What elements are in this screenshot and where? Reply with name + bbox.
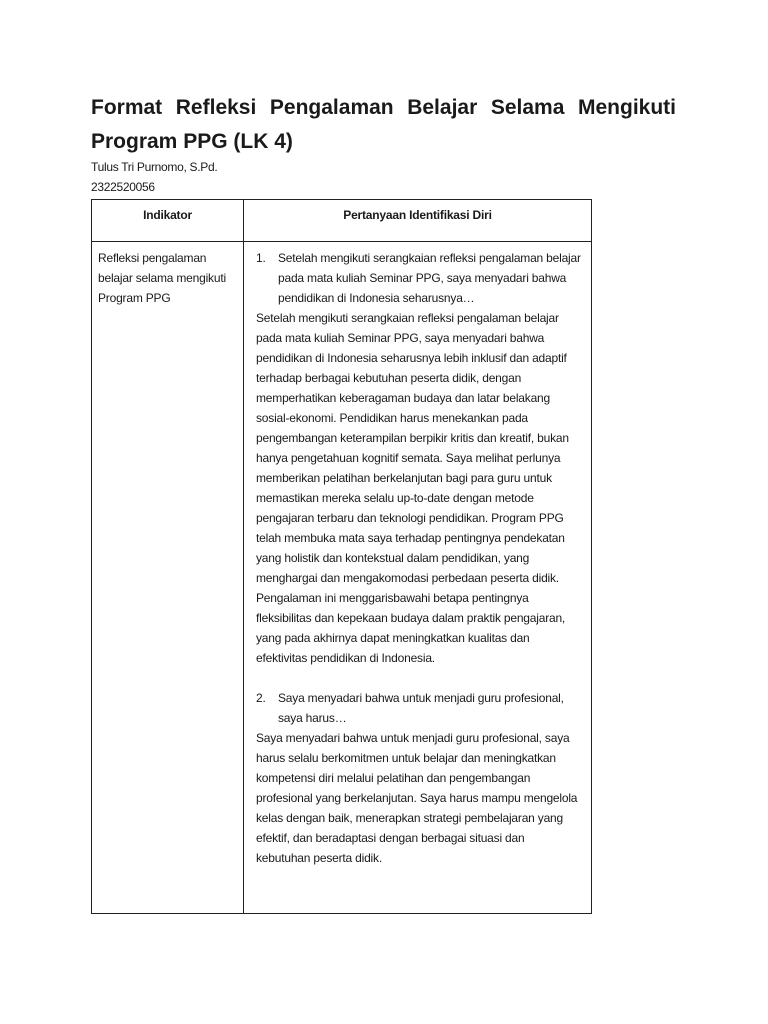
- answers-cell: [244, 242, 592, 914]
- answer-1: Setelah mengikuti serangkaian refleksi pengalaman belajar pada mata kuliah Seminar PPG, saya menyadari bahwa pendidikan di Indonesia seharusnya lebih inklusif dan adaptif terhadap berbagai kebutuhan peserta didik, dengan memperhatikan keberagaman budaya dan latar belakang sosial-ekonomi. Pendidikan harus menekankan pada pengembangan keterampilan berpikir kritis dan kreatif, bukan hanya pengetahuan kognitif semata. Saya melihat perlunya memberikan pelatihan berkelanjutan bagi para guru untuk memastikan mereka selalu up-to-date dengan metode pengajaran terbaru dan teknologi pendidikan. Program PPG telah membuka mata saya terhadap pentingnya pendekatan yang holistik dan kontekstual dalam pendidikan, yang menghargai dan mengakomodasi perbedaan peserta didik. Pengalaman ini menggarisbawahi betapa pentingnya fleksibilitas dan kepekaan budaya dalam praktik pengajaran, yang pada akhirnya dapat meningkatkan kualitas dan efektivitas pendidikan di Indonesia.: [256, 311, 569, 665]
- question-2: [256, 688, 581, 728]
- question-text: Setelah mengikuti serangkaian refleksi pengalaman belajar pada mata kuliah Seminar PPG, saya menyadari bahwa pendidikan di Indonesia seharusnya…: [278, 251, 581, 305]
- header-indikator: Indikator: [92, 200, 244, 242]
- question-number: 1.: [256, 251, 266, 265]
- question-number: 2.: [256, 691, 266, 705]
- question-text: Saya menyadari bahwa untuk menjadi guru profesional, saya harus…: [278, 691, 564, 725]
- indicator-cell: Refleksi pengalaman belajar selama mengikuti Program PPG: [92, 242, 244, 914]
- answer-2: Saya menyadari bahwa untuk menjadi guru profesional, saya harus selalu berkomitmen untuk belajar dan meningkatkan kompetensi diri melalui pelatihan dan pengembangan profesional yang berkelanjutan. Saya harus mampu mengelola kelas dengan baik, menerapkan strategi pembelajaran yang efektif, dan beradaptasi dengan berbagai situasi dan kebutuhan peserta didik.: [256, 731, 578, 865]
- reflection-table: [91, 199, 592, 914]
- spacer: [256, 668, 581, 688]
- header-pertanyaan: Pertanyaan Identifikasi Diri: [244, 200, 592, 242]
- table-header-row: [92, 200, 592, 242]
- author-name: Tulus Tri Purnomo, S.Pd.: [91, 160, 218, 174]
- student-id: 2322520056: [91, 180, 155, 194]
- table-row: [92, 242, 592, 914]
- question-1: [256, 248, 581, 308]
- document-title: Format Refleksi Pengalaman Belajar Selama Mengikuti Program PPG (LK 4): [91, 96, 676, 153]
